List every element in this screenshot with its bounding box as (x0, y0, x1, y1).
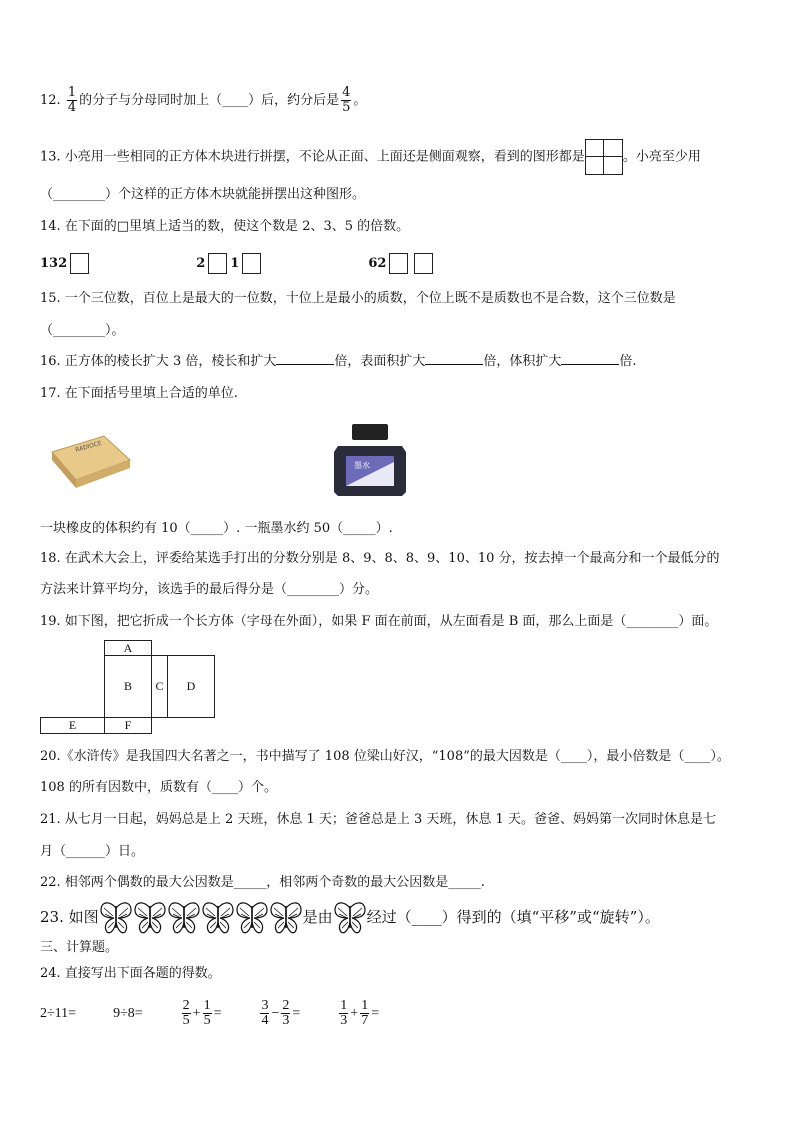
q16: 16. 正方体的棱长扩大 3 倍，棱长和扩大 倍，表面积扩大 倍，体积扩大 倍. (40, 354, 637, 369)
q12-number: 12. (40, 93, 61, 108)
q22: 22. 相邻两个偶数的最大公因数是_____，相邻两个奇数的最大公因数是_____. (40, 875, 485, 890)
butterfly-icon (269, 900, 303, 936)
q17-answer-line: 一块橡皮的体积约有 10（_____）. 一瓶墨水约 50（_____）. (40, 521, 393, 536)
butterfly-original (333, 908, 367, 926)
butterfly-icon (201, 900, 235, 936)
eraser-label: RADIOCE (74, 439, 103, 454)
q14-text: 14. 在下面的□里填上适当的数，使这个数是 2、3、5 的倍数。 (40, 219, 410, 234)
q13-line1: 13. 小亮用一些相同的正方体木块进行拼摆，不论从正面、上面还是侧面观察，看到的图形都是 。小亮至少用 (40, 139, 701, 175)
q24-expressions (40, 996, 379, 1032)
q21-line1: 21. 从七月一日起，妈妈总是上 2 天班，休息 1 天；爸爸总是上 3 天班，休息 1 天。爸爸、妈妈第一次同时休息是七 (40, 812, 716, 827)
expr-4: $\frac{3}{4}$ − $\frac{2}{3}$ = (261, 998, 301, 1029)
butterfly-icon (235, 900, 269, 936)
answer-blank[interactable] (561, 364, 619, 365)
q19-text: 19. 如下图，把它折成一个长方体（字母在外面），如果 F 面在前面，从左面看是 B 面，那么上面是（________）面。 (40, 614, 718, 629)
face-a: A (104, 640, 152, 656)
digit-box[interactable] (70, 253, 89, 274)
butterfly-icon (99, 900, 133, 936)
expr-3: $\frac{2}{5}$ + $\frac{1}{5}$ = (182, 998, 222, 1029)
expr-2: 9÷8= (113, 1006, 143, 1021)
face-c: C (151, 655, 168, 718)
digit-box[interactable] (208, 253, 227, 274)
q14-boxes: 132 2 1 62 (40, 253, 436, 274)
expr-1: 2÷11= (40, 1006, 77, 1021)
digit-box[interactable] (242, 253, 261, 274)
q20-line2: 108 的所有因数中，质数有（____）个。 (40, 780, 277, 795)
q15-line1: 15. 一个三位数，百位上是最大的一位数，十位上是最小的质数，个位上既不是质数也不是合数，这个三位数是 (40, 291, 676, 306)
ink-label: 墨水 (354, 461, 370, 470)
butterfly-icon (333, 900, 367, 936)
q18-line2: 方法来计算平均分，该选手的最后得分是（________）分。 (40, 582, 379, 597)
answer-blank[interactable] (276, 364, 334, 365)
expr-5: $\frac{1}{3}$ + $\frac{1}{7}$ = (340, 998, 380, 1029)
fraction-4-5: $\frac{4}{5}$ (342, 85, 351, 115)
q15-line2: （________）。 (40, 323, 125, 338)
answer-blank[interactable]: ____ (222, 93, 249, 108)
q18-line1: 18. 在武术大会上，评委给某选手打出的分数分别是 8、9、8、8、9、10、10 分，按去掉一个最高分和一个最低分的 (40, 551, 720, 566)
q24-text: 24. 直接写出下面各题的得数。 (40, 966, 221, 981)
fraction-1-4: $\frac{1}{4}$ (67, 85, 77, 115)
section-3-heading: 三、计算题。 (40, 940, 119, 955)
face-d: D (167, 655, 215, 718)
face-e: E (40, 717, 105, 734)
answer-blank[interactable] (425, 364, 483, 365)
face-f: F (104, 717, 152, 734)
butterfly-icon (167, 900, 201, 936)
digit-box[interactable] (414, 253, 433, 274)
butterfly-icon (133, 900, 167, 936)
q12: 12. $\frac{1}{4}$ 的分子与分母同时加上（____）后，约分后是 $\frac{4}{5}$ 。 (40, 85, 367, 115)
digit-box[interactable] (389, 253, 408, 274)
q20-line1: 20.《水浒传》是我国四大名著之一，书中描写了 108 位梁山好汉，“108”的最大因数是（____），最小倍数是（____）。 (40, 749, 730, 764)
ink-bottle-image (330, 422, 410, 498)
eraser-image (44, 430, 134, 490)
q21-line2: 月（______）日。 (40, 844, 145, 859)
butterfly-sequence (99, 908, 303, 926)
q17-text: 17. 在下面括号里填上合适的单位. (40, 386, 238, 401)
face-b: B (104, 655, 152, 718)
square-grid-figure (585, 139, 623, 175)
q13-line2: （________）个这样的正方体木块就能拼摆出这种图形。 (40, 187, 366, 202)
q23: 23. 如图 是由 经过（____）得到的（填“平移”或“旋转”）。 (40, 899, 660, 936)
